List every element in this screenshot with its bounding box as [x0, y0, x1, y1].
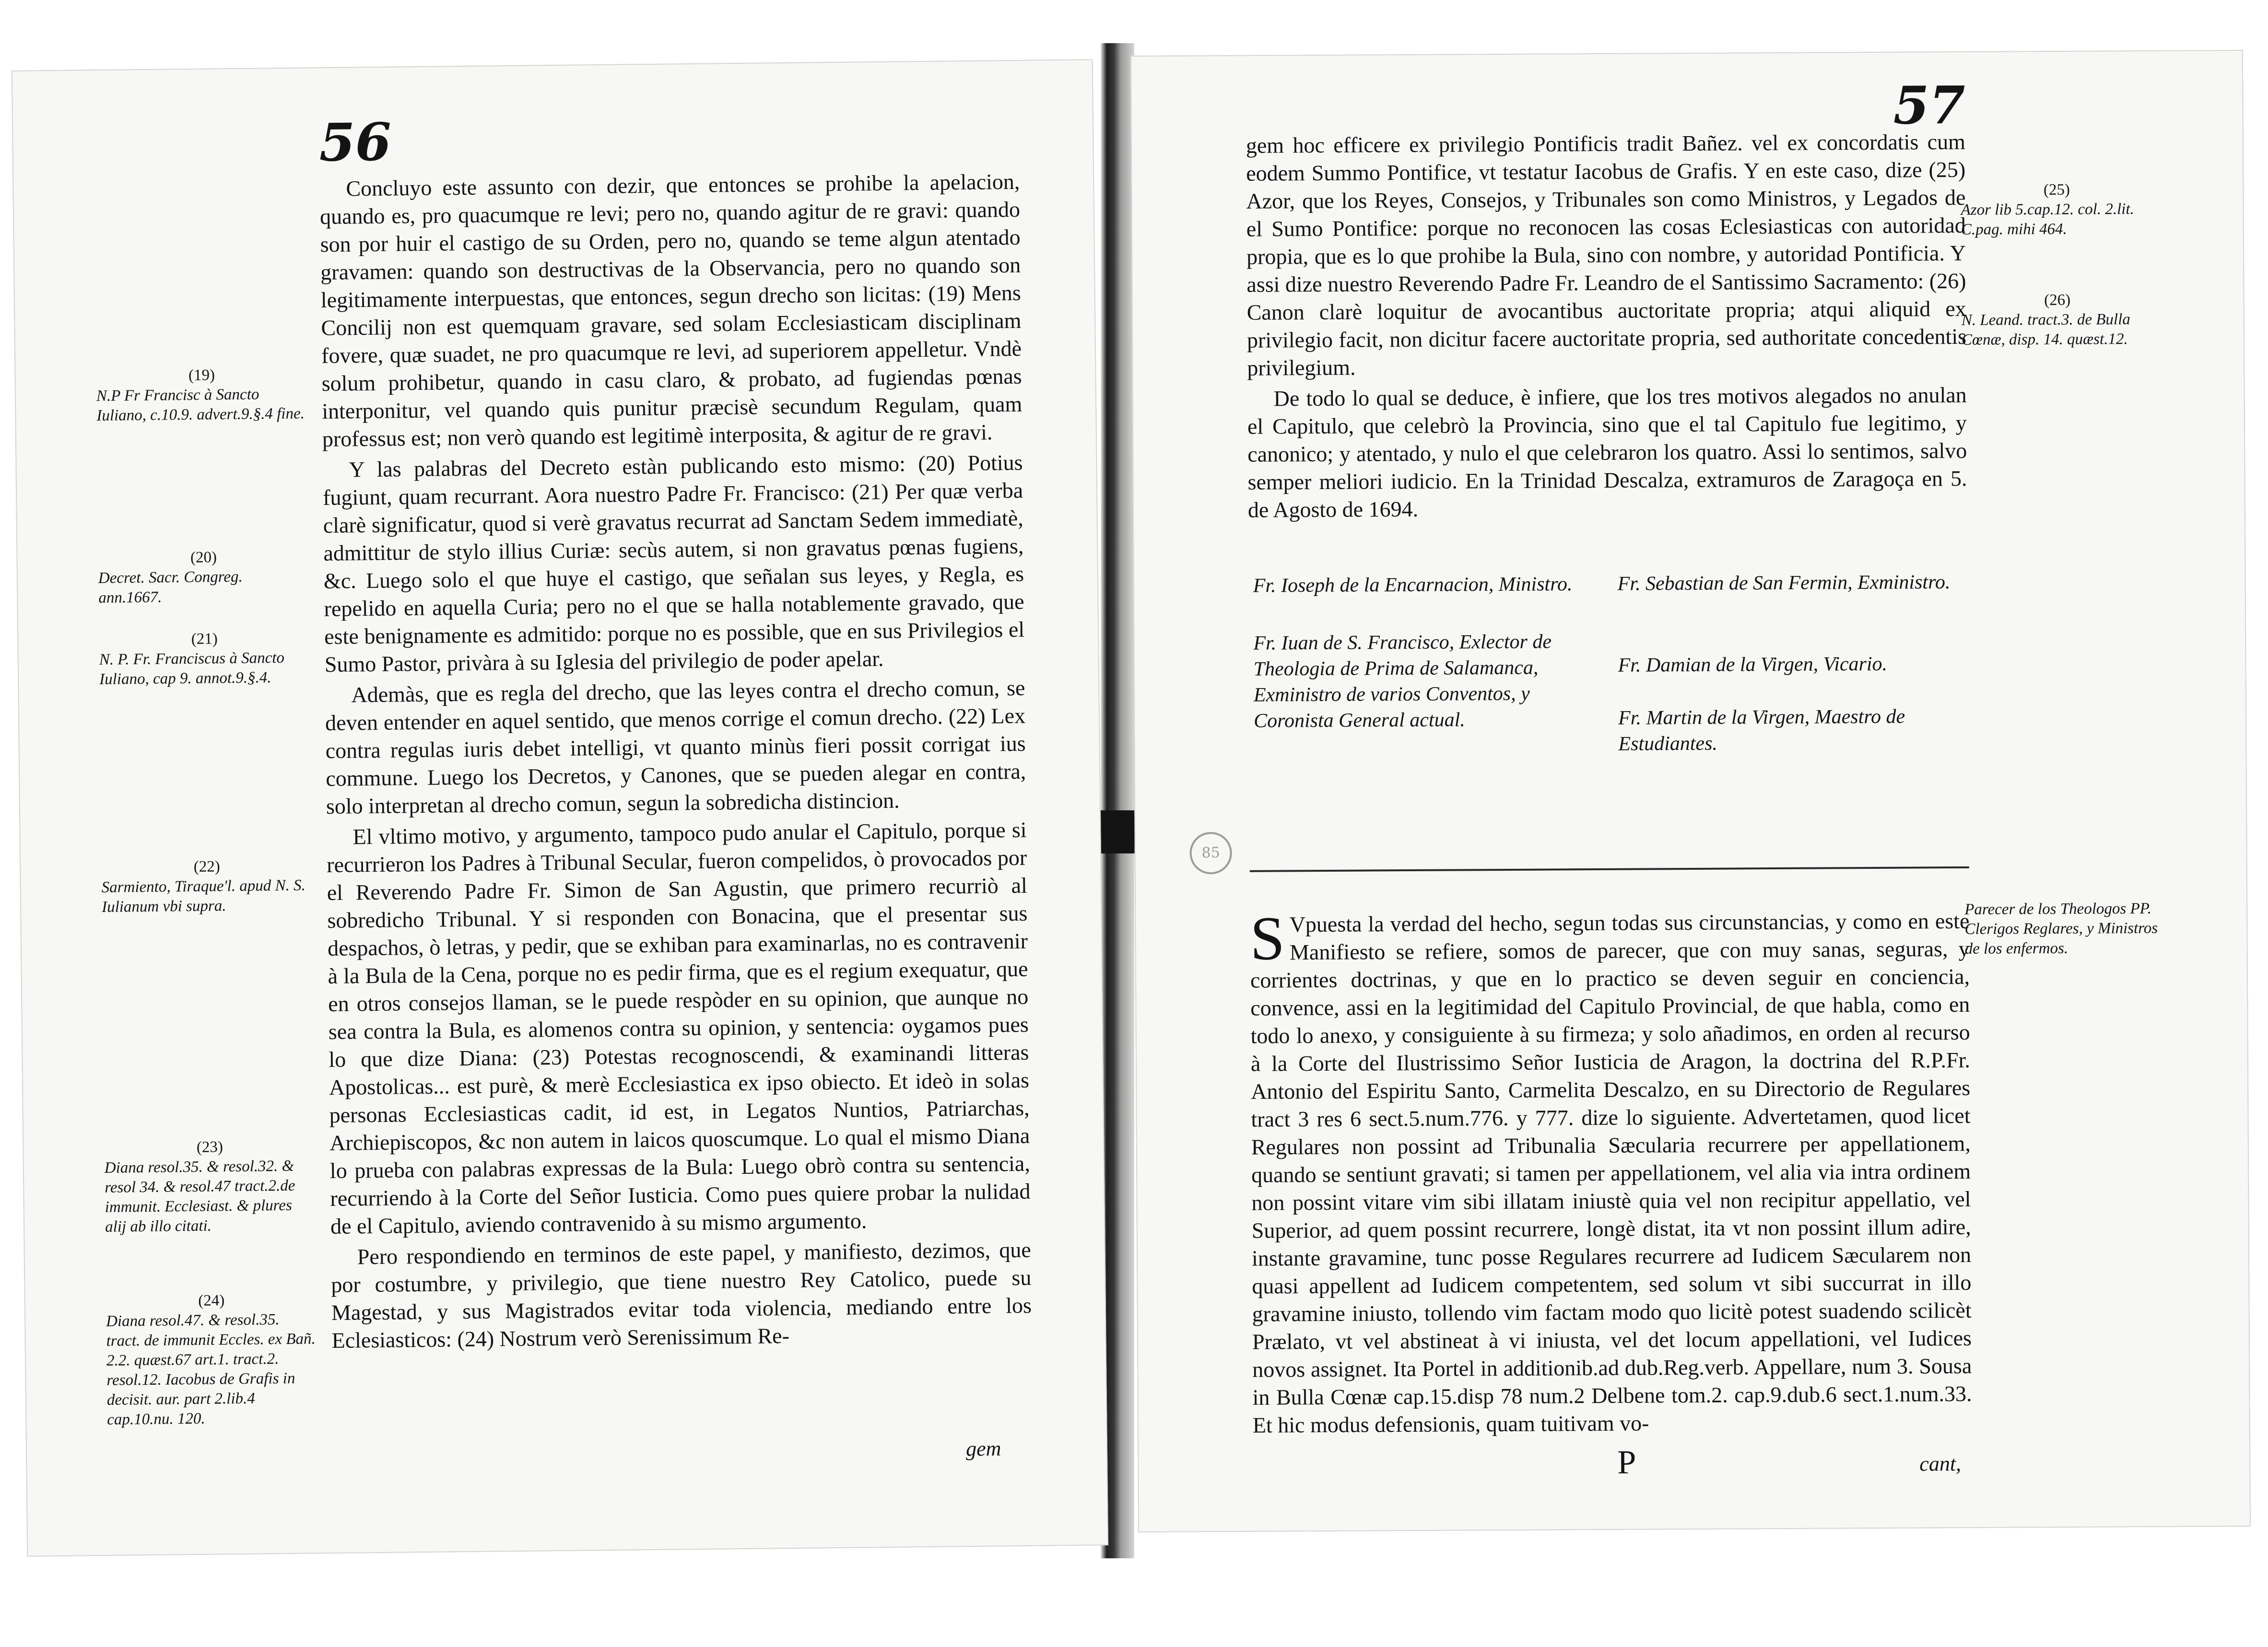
margin-note-text: Decret. Sacr. Congreg. ann.1667.	[98, 568, 243, 607]
margin-note-number: (20)	[190, 549, 217, 567]
margin-note	[106, 1290, 318, 1430]
signature-mark: P	[1617, 1444, 1636, 1481]
paragraph: Vpuesta la verdad del hecho, segun todas sus circunstancias, y como en este Manifiesto se refiere, somos de parecer, que con muy sanas, seguras, y corrientes doctrinas, y que en lo practico se deven seguir en conciencia, convence, assi en la legitimidad del Capitulo Provincial, de que habla, como en todo lo anexo, y consiguiente à su firmeza; y solo añadimos, en orden al recurso à la Corte del Ilustrissimo Señor Iusticia de Aragon, la doctrina del R.P.Fr. Antonio del Espiritu Santo, Carmelita Descalzo, en su Directorio de Regulares tract 3 res 6 sect.5.num.776. y 777. dize lo siguiente. Advertetamen, quod licet Regulares non possint ad Tribunalia Sæcularia recurrere per appellationem, quando se sentiunt gravati; si tamen per appellationem, vel alia via intra ordinem non possint vitare vim sibi illatam iniustè quia vel non recipitur appellatio, vel Superior, ad quem possint recurrere, longè distat, ita vt non possint illum adire, instante gravamine, tunc posse Regulares recurrere ad Iudicem Sæcularem non quasi appellent ad Iudicem competentem, sed solum vt sibi succurrat in illo gravamine iniusto, tollendo vim factam modo quo licitè potest suadendo scilicèt Prælato, vt vel abstineat à vi iniusta, vel det locum appellationi, vel Iudices novos assignet. Ita Portel in additionib.ad dub.Reg.verb. Appellare, num 3. Sousa in Bulla Cœnæ cap.15.disp 78 num.2 Delbene tom.2. cap.9.dub.6 sect.1.num.33. Et hic modus defensionis, quam tuitivam vo-	[1250, 908, 1972, 1437]
signatory: Fr. Ioseph de la Encarnacion, Ministro.	[1253, 573, 1573, 597]
paragraph: Y las palabras del Decreto estàn publicando esto mismo: (20) Potius fugiunt, quam recurrant. Aora nuestro Padre Fr. Francisco: (21) Per quæ verba clarè significatur, quod si verè gravatus recurrat ad Sanctam Sedem immediatè, admittitur de stylo illius Curiæ: secùs autem, si non gravatus pœnas fugiens, &c. Luego solo el que huye el castigo, que señalan sus leyes, y Regla, es repelido en aquella Curia; pero no el que se halla notablemente gravado, que este benignamente es admitido: porque no es possible, que en sus Privilegios el Sumo Pastor, privàra à su Iglesia del privilegio de poder apelar.	[322, 450, 1025, 677]
margin-notes	[1961, 180, 2152, 349]
paragraph: gem hoc efficere ex privilegio Pontificis tradit Bañez. vel ex concordatis cum eodem Summo Pontifice, vt testatur Iacobus de Grafis. Y en este caso, dize (25) Azor, que los Reyes, Consejos, y Tribunales son como Ministros, y Legados de el Sumo Pontifice: porque no reconocen las cosas Eclesiasticas con autoridad propia, que es lo que prohibe la Bula, sino con nombre, y autoridad Pontificia. Y assi dize nuestro Reverendo Padre Fr. Leandro de el Santissimo Sacramento: (26) Canon clarè loquitur de avocantibus auctoritate propria; atqui aliquid ex privilegio facit, non dicitur facere auctoritate propria, sed authoritate concedentis privilegium.	[1246, 129, 1967, 380]
paragraph: Pero respondiendo en terminos de este papel, y manifiesto, dezimos, que por costumbre, y privilegio, que tiene nuestro Rey Catolico, puede su Magestad, y sus Magistrados evitar toda violencia, mediando entre los Eclesiasticos: (24) Nostrum verò Serenissimum Re-	[331, 1237, 1032, 1353]
signatory: Fr. Sebastian de San Fermin, Exministro.	[1617, 571, 1951, 595]
margin-note-number: (19)	[188, 366, 215, 385]
margin-note-number: (25)	[2043, 181, 2070, 199]
margin-note	[98, 547, 309, 608]
right-body-top	[1246, 128, 1967, 527]
archive-stamp: 85	[1189, 832, 1232, 874]
margin-note-text: N.P Fr Francisc à Sancto Iuliano, c.10.9. advert.9.§.4 fine.	[96, 385, 305, 425]
page-number: 56	[318, 112, 392, 174]
margin-note-number: (23)	[196, 1138, 223, 1156]
paragraph: Concluyo este assunto con dezir, que entonces se prohibe la apelacion, quando es, pro quacumque re levi; pero no, quando agitur de re gravi: quando son por huir el castigo de su Orden, pero no, quando se teme algun atentado gravamen: quando son destructivas de la Observancia, pero no quando son legitimamente interpuestas, que entonces, segun drecho son licitas: (19) Mens Concilij non est quemquam gravare, sed solam Ecclesiasticam disciplinam fovere, quæ suadet, ne pro quacumque re levi, ad superiorem appelletur. Vndè solum prohibetur, quando in casu claro, & probato, ad fugiendas pœnas interponitur, vel quando quis punitur præcisè secundum Regulam, quam professus est; non verò quando est legitimè interposita, & agitur de re gravi.	[319, 169, 1022, 452]
margin-note	[104, 1136, 316, 1237]
margin-note-text: Diana resol.35. & resol.32. & resol 34. & resol.47 tract.2.de immunit. Ecclesiast. & plures alij ab illo citati.	[104, 1157, 295, 1236]
signatory: Fr. Iuan de S. Francisco, Exlector de Theologia de Prima de Salamanca, Exministro de varios Conventos, y Coronista General actual.	[1253, 631, 1552, 732]
drop-cap: S	[1250, 904, 1285, 973]
margin-note-number: (24)	[198, 1292, 225, 1309]
signatory: Fr. Martin de la Virgen, Maestro de Estudiantes.	[1618, 705, 1905, 755]
catchword: gem	[965, 1437, 1001, 1461]
signatories	[1253, 569, 1974, 841]
catchword: cant,	[1919, 1452, 1962, 1476]
margin-note	[1962, 290, 2154, 350]
margin-note-text: Azor lib 5.cap.12. col. 2.lit. C.pag. mihi 464.	[1961, 200, 2134, 239]
signatory: Fr. Damian de la Virgen, Vicario.	[1618, 653, 1888, 677]
right-body-bottom	[1250, 904, 1972, 1439]
margin-notes	[95, 292, 318, 1455]
margin-note-number: (26)	[2044, 291, 2071, 309]
margin-note	[96, 364, 307, 426]
section-divider	[1250, 866, 1969, 872]
margin-note-text: Diana resol.47. & resol.35. tract. de immunit Eccles. ex Bañ. 2.2. quæst.67 art.1. tract.2. resol.12. Iacobus de Grafis in decisit. aur. part 2.lib.4 cap.10.nu. 120.	[106, 1311, 316, 1428]
gutter-mark	[1097, 810, 1135, 853]
side-heading: Parecer de los Theologos PP. Clerigos Reglares, y Ministros de los enfermos.	[1964, 899, 2158, 958]
right-page	[1130, 50, 2251, 1532]
margin-note-number: (21)	[191, 630, 218, 648]
left-body	[319, 168, 1032, 1357]
margin-note-text: N. P. Fr. Franciscus à Sancto Iuliano, cap 9. annot.9.§.4.	[99, 649, 285, 689]
margin-note	[99, 628, 310, 689]
page-number: 57	[1893, 75, 1966, 136]
paragraph: Ademàs, que es regla del drecho, que las leyes contra el drecho comun, se deven entender en aquel sentido, que menos corrige el comun drecho. (22) Lex contra regulas iuris debet intelligi, vt quanto minùs fieri possit corrigat ius commune. Luego los Decretos, y Canones, que se pueden alegar en contra, solo interpretan al drecho comun, segun la sobredicha distincion.	[325, 675, 1026, 819]
margin-note-text: Sarmiento, Tiraque'l. apud N. S. Iulianum vbi supra.	[101, 876, 306, 916]
paragraph: El vltimo motivo, y argumento, tampoco pudo anular el Capitulo, porque si recurrieron los Padres à Tribunal Secular, fueron compelidos, ò provocados por el Reverendo Padre Fr. Simon de San Agustin, que primero recurriò al sobredicho Tribunal. Y si responden con Bonacina, que el presentar sus despachos, ò letras, y pedir, que se exhiban para examinarlas, no es contravenir à la Bula de la Cena, porque no es pedir firma, que es el regium exequatur, que en otros consejos llaman, se le puede respòder en su opinion, que aunque no sea contra la Bula, es alomenos contra su opinion, y sentencia: oygamos pues lo que dize Diana: (23) Potestas recognoscendi, & examinandi litteras Apostolicas... est purè, & merè Ecclesiastica ex ipso obiecto. Et ideò in solas personas Ecclesiasticas cadit, id est, in Legatos Nuntios, Patriarchas, Archiepiscopos, &c non autem in laicos quoscumque. Lo qual el mismo Diana lo prueba con palabras expressas de la Bula: Luego obrò contra su sentencia, recurriendo à la Corte del Señor Iusticia. Como pues quiere probar la nulidad de el Capitulo, aviendo contravenido à su mismo argumento.	[326, 817, 1031, 1239]
margin-note	[101, 856, 313, 917]
margin-note-number: (22)	[193, 858, 220, 876]
margin-note	[1961, 180, 2153, 240]
left-page	[12, 59, 1108, 1556]
paragraph: De todo lo qual se deduce, è infiere, que los tres motivos alegados no anulan el Capitulo, que celebrò la Provincia, sino que el tal Capitulo fue legitimo, y canonico; y atentado, y nulo el que celebraron los quatro. Assi lo sentimos, salvo semper meliori iudicio. En la Trinidad Descalza, extramuros de Zaragoça en 5. de Agosto de 1694.	[1247, 382, 1967, 522]
margin-note-text: N. Leand. tract.3. de Bulla Cœnæ, disp. 14. quæst.12.	[1961, 311, 2130, 349]
